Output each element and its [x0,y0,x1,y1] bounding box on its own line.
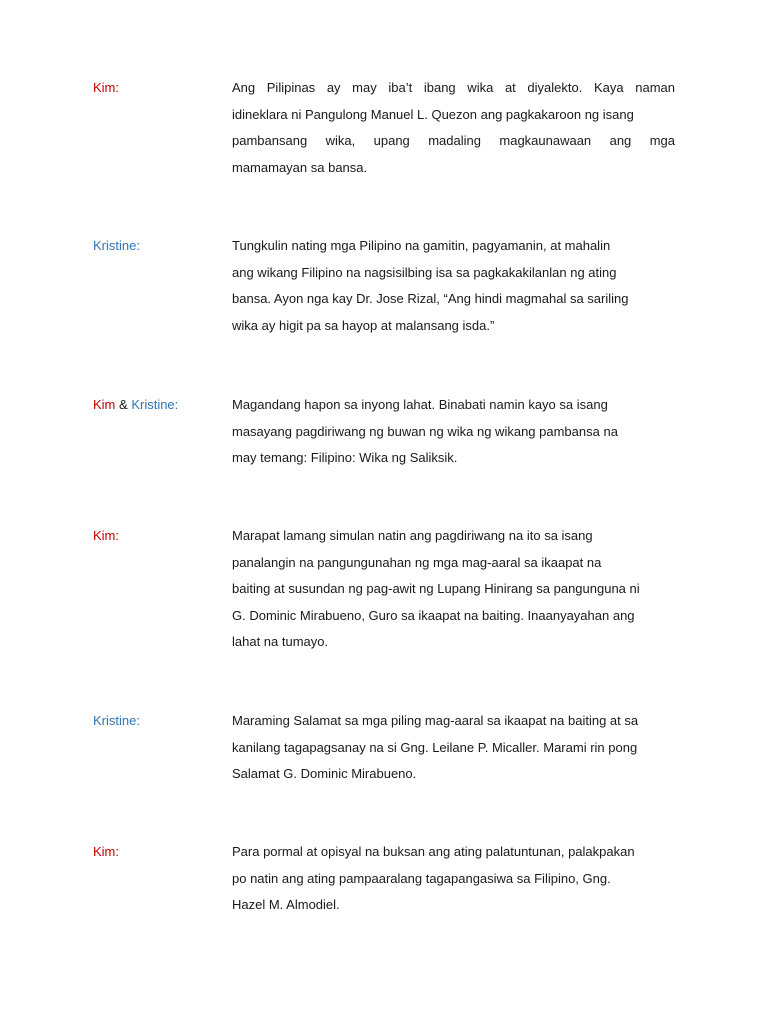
speaker-label-kristine: Kristine: [93,713,140,728]
speaker-label-kim: Kim: [93,80,119,95]
text-line: mamamayan sa bansa. [232,159,368,175]
text-line: Maraming Salamat sa mga piling mag-aaral sa ikaapat na baiting at sa [232,713,639,728]
dialogue-text [232,75,675,181]
text-line: panalangin na pangungunahan ng mga mag-aaral sa ikaapat na [232,554,602,570]
text-line: Magandang hapon sa inyong lahat. Binabati namin kayo sa isang [232,397,608,412]
text-line: ang wikang Filipino na nagsisilbing isa sa pagkakakilanlan ng ating [232,264,617,280]
text-line: bansa. Ayon nga kay Dr. Jose Rizal, “Ang hindi magmahal sa sariling [232,291,629,306]
speaker-ampersand: & [119,397,128,412]
speaker-label-kim: Kim: [93,528,119,543]
dialogue-text [232,708,675,788]
dialogue-text [232,523,675,656]
dialogue-text [232,839,675,919]
text-line: kanilang tagapagsanay na si Gng. Leilane P. Micaller. Marami rin pong [232,739,638,755]
text-line: Tungkulin nating mga Pilipino na gamitin, pagyamanin, at mahalin [232,238,611,253]
text-line: may temang: Filipino: Wika ng Saliksik. [232,450,458,465]
dialogue-text [232,233,675,339]
speaker-label-kim-and-kristine [93,392,178,419]
text-line: Ang Pilipinas ay may iba’t ibang wika at diyalekto. Kaya naman [232,80,675,95]
text-line: baiting at susundan ng pag-awit ng Lupang Hinirang sa pangunguna ni [232,581,640,596]
speaker-label-kristine: Kristine: [93,238,140,253]
text-line: lahat na tumayo. [232,634,329,649]
text-line: masayang pagdiriwang ng buwan ng wika ng wikang pambansa na [232,423,618,439]
text-line: wika ay higit pa sa hayop at malansang isda.” [232,317,495,333]
dialogue-text [232,392,675,472]
text-line: po natin ang ating pampaaralang tagapangasiwa sa Filipino, Gng. [232,870,611,886]
text-line: Para pormal at opisyal na buksan ang ating palatuntunan, palakpakan [232,844,635,859]
text-line: Marapat lamang simulan natin ang pagdiriwang na ito sa isang [232,528,593,543]
text-line: Salamat G. Dominic Mirabueno. [232,766,417,781]
text-line: Hazel M. Almodiel. [232,897,340,912]
speaker-name-kim: Kim [93,397,116,412]
text-line: G. Dominic Mirabueno, Guro sa ikaapat na baiting. Inaanyayahan ang [232,607,635,623]
text-line: idineklara ni Pangulong Manuel L. Quezon ang pagkakaroon ng isang [232,106,634,122]
speaker-name-kristine: Kristine: [131,397,179,412]
text-line: pambansang wika, upang madaling magkaunawaan ang mga [232,133,675,148]
speaker-label-kim: Kim: [93,844,119,859]
